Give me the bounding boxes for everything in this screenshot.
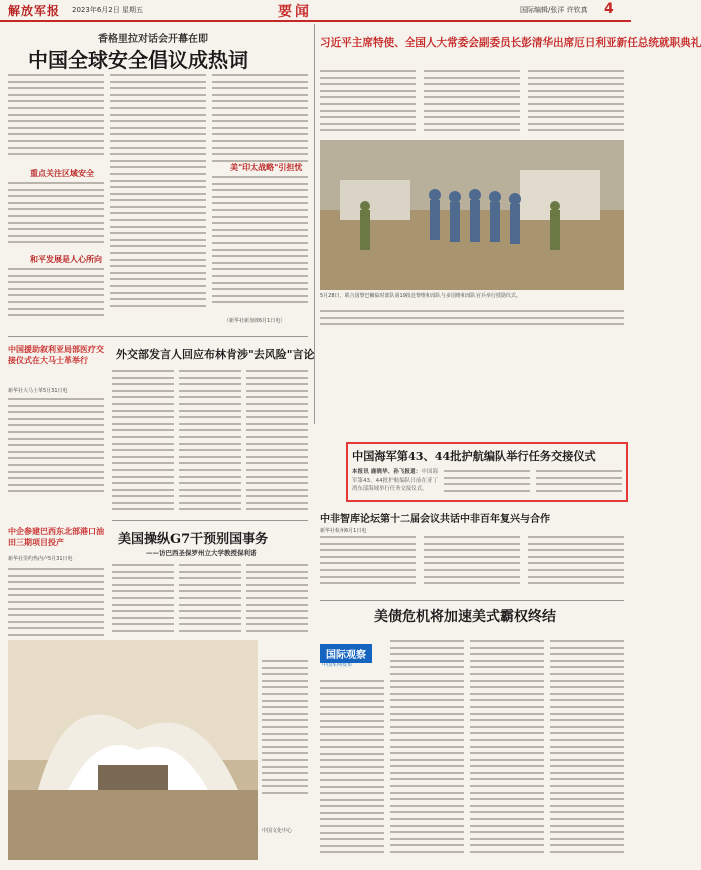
cultural-center-photo bbox=[8, 640, 258, 860]
photo-caption-lines bbox=[262, 660, 308, 810]
top-story-body-4 bbox=[110, 74, 206, 324]
navy-story-body-3 bbox=[536, 470, 622, 498]
debt-story-body-3 bbox=[550, 640, 624, 860]
top-story[interactable] bbox=[8, 26, 308, 326]
china-africa-body-2 bbox=[424, 536, 520, 592]
g7-story[interactable] bbox=[112, 524, 308, 634]
navy-continued-text bbox=[320, 310, 624, 334]
top-story-subhead-2: 和平发展是人心所向 bbox=[30, 255, 102, 264]
syria-story-body bbox=[8, 398, 104, 498]
china-africa-body-3 bbox=[528, 536, 624, 592]
top-story-body-6 bbox=[212, 176, 308, 316]
building-illustration bbox=[8, 640, 258, 860]
photo-caption-credit: 中国文化中心 bbox=[262, 828, 293, 834]
navy-story-title[interactable]: 中国海军第43、44批护航编队举行任务交接仪式 bbox=[352, 449, 596, 463]
issue-date: 2023年6月2日 星期五 bbox=[72, 6, 143, 14]
envoy-story-body-3 bbox=[528, 70, 624, 136]
china-africa-body-1 bbox=[320, 536, 416, 592]
mfa-story-body-2 bbox=[179, 370, 241, 520]
top-story-title[interactable]: 中国全球安全倡议成热词 bbox=[28, 48, 248, 72]
g7-story-subtitle: ——访巴西圣保罗州立大学教授保利诺 bbox=[146, 549, 257, 557]
navy-story-lead bbox=[352, 468, 438, 498]
mfa-story[interactable] bbox=[112, 340, 315, 520]
peacekeepers-illustration bbox=[320, 140, 624, 290]
debt-rule bbox=[320, 600, 624, 601]
badge-subtitle: 中国军网发布 bbox=[322, 662, 353, 668]
china-africa-story[interactable] bbox=[320, 504, 624, 592]
top-story-body-2 bbox=[8, 182, 104, 250]
g7-story-title[interactable]: 美国操纵G7干预别国事务 bbox=[118, 532, 269, 547]
navy-story-byline: 本报讯 鹿晓华、孙飞报道： bbox=[352, 469, 422, 475]
envoy-story[interactable] bbox=[320, 26, 701, 138]
page-number: 4 bbox=[604, 1, 614, 17]
debt-story[interactable] bbox=[320, 604, 624, 862]
g7-story-body-1 bbox=[112, 564, 174, 634]
column-divider bbox=[314, 24, 315, 424]
peacekeepers-photo bbox=[320, 140, 624, 290]
mfa-story-body-3 bbox=[246, 370, 308, 520]
g7-story-body-2 bbox=[179, 564, 241, 634]
brazil-story-title[interactable]: 中企参建巴西东北部港口油田三期项目投产 bbox=[8, 526, 104, 547]
debt-story-title[interactable]: 美债危机将加速美式霸权终结 bbox=[374, 609, 556, 625]
paper-logo: 解放军报 bbox=[8, 4, 61, 18]
syria-story-byline: 新华社大马士革5月31日电 bbox=[8, 388, 68, 394]
peacekeepers-caption: 5月28日，联合国黎巴嫩临时部队第19批赴黎维和部队与多国维和部队官兵举行授勋仪式。 bbox=[320, 293, 521, 299]
intl-observation-badge: 国际观察 bbox=[320, 644, 372, 663]
china-africa-title[interactable]: 中非智库论坛第十二届会议共话中非百年复兴与合作 bbox=[320, 514, 550, 525]
g7-rule bbox=[112, 520, 308, 521]
top-story-subhead-1: 重点关注区域安全 bbox=[30, 169, 94, 178]
navy-story[interactable] bbox=[346, 442, 628, 502]
top-story-body-5 bbox=[212, 74, 308, 170]
editor-info: 国际编辑/张洋 许钦真 bbox=[520, 6, 588, 14]
china-africa-byline: 新华社杭州6月1日电 bbox=[320, 528, 367, 534]
top-story-byline: （新华社新加坡6月1日电） bbox=[224, 318, 286, 324]
top-story-kicker: 香格里拉对话会开幕在即 bbox=[98, 34, 208, 45]
debt-story-body-0 bbox=[320, 680, 384, 860]
brazil-story-byline: 新华社里约热内卢5月31日电 bbox=[8, 556, 73, 562]
left-col-rule bbox=[8, 336, 308, 337]
masthead bbox=[0, 0, 631, 20]
debt-story-body-2 bbox=[470, 640, 544, 860]
top-story-body-1 bbox=[8, 74, 104, 164]
section-title: 要闻 bbox=[278, 4, 312, 20]
mfa-story-body-1 bbox=[112, 370, 174, 520]
envoy-story-body-1 bbox=[320, 70, 416, 136]
debt-story-body-1 bbox=[390, 640, 464, 860]
navy-story-lead-text: 中国海军第43、44批护航编队日前在亚丁湾东部海域举行任务交接仪式。 bbox=[352, 469, 438, 493]
top-story-side-subhead: 美"印太战略"引担忧 bbox=[230, 163, 303, 172]
masthead-rule bbox=[0, 20, 631, 22]
envoy-story-body-2 bbox=[424, 70, 520, 136]
navy-story-body-2 bbox=[444, 470, 530, 498]
syria-story-title[interactable]: 中国援助叙利亚局部医疗交接仪式在大马士革举行 bbox=[8, 344, 104, 365]
envoy-story-title[interactable]: 习近平主席特使、全国人大常委会副委员长彭清华出席厄日利亚新任总统就职典礼 bbox=[320, 37, 701, 49]
top-story-body-3 bbox=[8, 268, 104, 324]
mfa-story-title[interactable]: 外交部发言人回应布林肯涉"去风险"言论 bbox=[116, 348, 315, 361]
syria-story[interactable] bbox=[8, 340, 104, 500]
g7-story-body-3 bbox=[246, 564, 308, 634]
